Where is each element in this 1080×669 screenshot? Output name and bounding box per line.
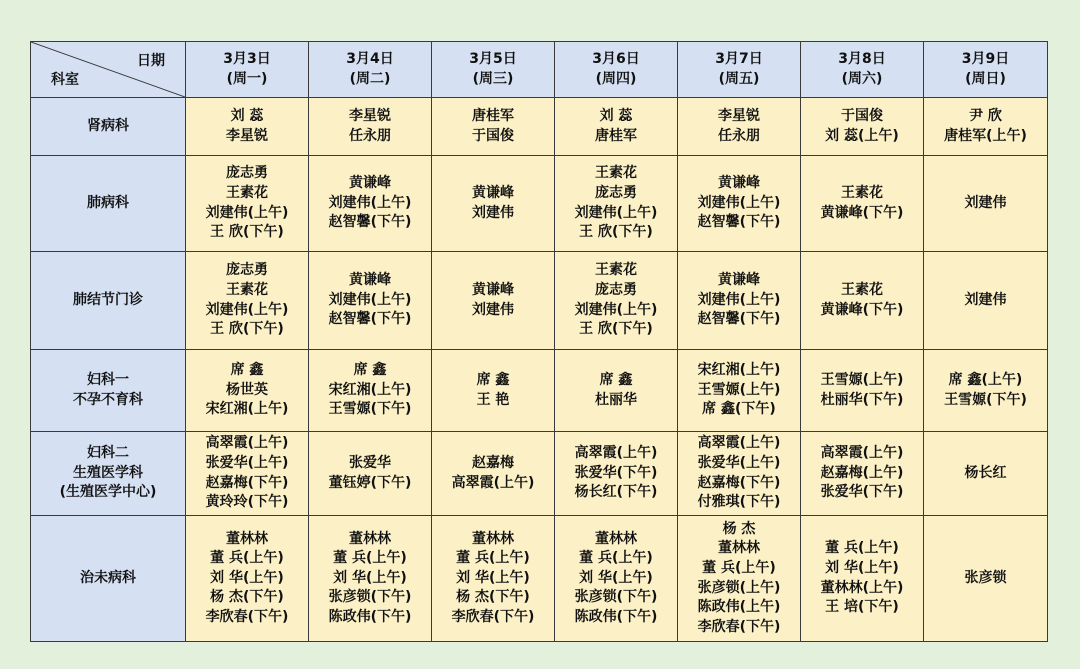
doctor-entry: 赵嘉梅(下午) — [697, 474, 781, 491]
doctor-entry: 杨长红 — [964, 464, 1007, 481]
schedule-cell — [678, 98, 801, 156]
schedule-cell — [555, 98, 678, 156]
doctor-entry: 刘 华(上午) — [579, 569, 653, 586]
table-row — [31, 432, 1048, 516]
doctor-entry: 张彦锁(上午) — [697, 579, 781, 596]
doctor-entry: 高翠霞(上午) — [697, 435, 781, 452]
schedule-cell — [801, 350, 924, 432]
schedule-cell — [801, 516, 924, 642]
doctor-entry: 杜丽华(下午) — [820, 391, 904, 408]
doctor-entry: 唐桂军(上午) — [944, 127, 1027, 144]
doctor-entry: 庞志勇 — [595, 184, 637, 201]
doctor-entry: 王素花 — [841, 281, 883, 298]
department-cell — [31, 156, 186, 252]
day-weekday: (周一) — [226, 70, 268, 87]
schedule-cell — [432, 98, 555, 156]
schedule-cell — [432, 516, 555, 642]
schedule-cell — [309, 98, 432, 156]
day-header-cell — [924, 42, 1048, 98]
doctor-entry: 刘建伟 — [964, 194, 1007, 211]
department-name: 肺结节门诊 — [73, 291, 143, 308]
schedule-cell — [432, 350, 555, 432]
doctor-entry: 张彦锁(下午) — [574, 589, 658, 606]
table-row — [31, 350, 1048, 432]
doctor-entry: 宋红湘(上午) — [205, 401, 289, 418]
doctor-entry: 于国俊 — [472, 127, 514, 144]
day-date: 3月4日 — [346, 50, 394, 67]
schedule-cell — [924, 252, 1048, 350]
department-cell — [31, 98, 186, 156]
doctor-entry: 高翠霞(上午) — [574, 445, 658, 462]
doctor-entry: 黄谦峰 — [472, 184, 514, 201]
doctor-entry: 黄谦峰(下午) — [820, 204, 904, 221]
doctor-entry: 王雪嫄(上午) — [697, 381, 781, 398]
day-date: 3月9日 — [961, 50, 1010, 67]
doctor-entry: 高翠霞(上午) — [205, 435, 289, 452]
doctor-entry: 高翠霞(上午) — [451, 474, 535, 491]
doctor-entry: 李星锐 — [226, 127, 268, 144]
schedule-cell — [432, 432, 555, 516]
doctor-entry: 黄谦峰 — [349, 272, 391, 289]
corner-header-cell — [31, 42, 186, 98]
day-weekday: (周日) — [965, 70, 1006, 87]
department-name: 肺病科 — [87, 194, 129, 211]
doctor-entry: 赵智馨(下午) — [697, 311, 781, 328]
department-cell — [31, 350, 186, 432]
doctor-entry: 庞志勇 — [226, 165, 268, 182]
doctor-entry: 王 欣(下午) — [210, 224, 284, 241]
doctor-entry: 赵智馨(下午) — [697, 214, 781, 231]
department-name: 治未病科 — [80, 569, 136, 586]
schedule-cell — [924, 516, 1048, 642]
schedule-cell — [309, 516, 432, 642]
table-row — [31, 516, 1048, 642]
doctor-entry: 王 培(下午) — [825, 599, 899, 616]
doctor-entry: 刘建伟(上午) — [328, 194, 412, 211]
doctor-entry: 董 兵(上午) — [579, 550, 653, 567]
doctor-entry: 任永朋 — [718, 127, 760, 144]
department-name: 不孕不育科 — [73, 391, 143, 408]
doctor-entry: 董钰婷(下午) — [328, 474, 412, 491]
table-row — [31, 156, 1048, 252]
schedule-cell — [555, 516, 678, 642]
department-name: (生殖医学中心) — [59, 484, 157, 501]
day-date: 3月7日 — [715, 50, 763, 67]
doctor-entry: 赵嘉梅(下午) — [205, 474, 289, 491]
doctor-entry: 张彦锁 — [964, 569, 1007, 586]
doctor-entry: 董 兵(上午) — [333, 550, 407, 567]
doctor-entry: 赵智馨(下午) — [328, 311, 412, 328]
schedule-cell — [432, 252, 555, 350]
department-cell — [31, 252, 186, 350]
doctor-entry: 黄玲玲(下午) — [205, 494, 289, 511]
doctor-entry: 刘建伟(上午) — [697, 291, 781, 308]
day-date: 3月8日 — [838, 50, 886, 67]
doctor-entry: 张爱华(下午) — [820, 484, 904, 501]
schedule-cell — [678, 516, 801, 642]
doctor-entry: 杨 杰(下午) — [210, 589, 284, 606]
doctor-entry: 王素花 — [226, 281, 268, 298]
header-row — [31, 42, 1048, 98]
doctor-entry: 刘 蕊 — [599, 107, 633, 124]
doctor-entry: 高翠霞(上午) — [820, 445, 904, 462]
doctor-entry: 席 鑫 — [476, 371, 510, 388]
schedule-cell — [555, 350, 678, 432]
doctor-entry: 刘建伟 — [964, 291, 1007, 308]
department-name: 妇科二 — [87, 445, 129, 462]
doctor-entry: 席 鑫 — [353, 362, 387, 379]
day-date: 3月5日 — [469, 50, 517, 67]
schedule-cell — [924, 350, 1048, 432]
doctor-entry: 董林林 — [595, 530, 637, 547]
doctor-entry: 赵嘉梅 — [472, 454, 514, 471]
doctor-entry: 王 欣(下午) — [210, 321, 284, 338]
doctor-entry: 刘建伟 — [472, 204, 514, 221]
doctor-entry: 陈政伟(下午) — [328, 608, 412, 625]
doctor-entry: 黄谦峰 — [718, 272, 760, 289]
doctor-entry: 刘 华(上午) — [333, 569, 407, 586]
day-date: 3月6日 — [592, 50, 640, 67]
doctor-entry: 张爱华(上午) — [697, 454, 781, 471]
doctor-entry: 董林林 — [718, 540, 760, 557]
table-row — [31, 252, 1048, 350]
department-cell — [31, 432, 186, 516]
schedule-cell — [678, 350, 801, 432]
day-date: 3月3日 — [223, 50, 271, 67]
doctor-entry: 杨长红(下午) — [574, 484, 658, 501]
doctor-entry: 刘建伟(上午) — [205, 204, 289, 221]
doctor-entry: 刘 蕊 — [230, 107, 264, 124]
schedule-cell — [801, 252, 924, 350]
doctor-entry: 董林林 — [472, 530, 514, 547]
doctor-entry: 王 艳 — [476, 391, 510, 408]
doctor-entry: 席 鑫 — [599, 371, 633, 388]
doctor-entry: 尹 欣 — [969, 107, 1002, 124]
doctor-entry: 杨 杰 — [722, 520, 756, 537]
doctor-entry: 董林林 — [226, 530, 268, 547]
doctor-entry: 李星锐 — [718, 107, 760, 124]
doctor-entry: 王雪嫄(下午) — [944, 391, 1027, 408]
schedule-cell — [801, 98, 924, 156]
schedule-cell — [678, 156, 801, 252]
doctor-entry: 付雅琪(下午) — [697, 494, 781, 511]
doctor-entry: 董 兵(上午) — [456, 550, 530, 567]
schedule-cell — [432, 156, 555, 252]
schedule-cell — [309, 432, 432, 516]
doctor-entry: 王素花 — [595, 262, 637, 279]
day-header-cell — [309, 42, 432, 98]
schedule-cell — [186, 156, 309, 252]
doctor-entry: 杨世英 — [226, 381, 268, 398]
doctor-entry: 杜丽华 — [595, 391, 637, 408]
schedule-cell — [555, 156, 678, 252]
schedule-cell — [678, 432, 801, 516]
doctor-entry: 陈政伟(上午) — [697, 599, 781, 616]
doctor-entry: 刘建伟(上午) — [574, 204, 658, 221]
doctor-entry: 宋红湘(上午) — [328, 381, 412, 398]
day-weekday: (周六) — [841, 70, 883, 87]
doctor-entry: 董林林(上午) — [820, 579, 904, 596]
doctor-entry: 王素花 — [595, 165, 637, 182]
day-weekday: (周五) — [718, 70, 760, 87]
day-weekday: (周三) — [472, 70, 514, 87]
doctor-entry: 刘建伟(上午) — [697, 194, 781, 211]
table-row — [31, 98, 1048, 156]
doctor-entry: 刘 华(上午) — [825, 559, 899, 576]
schedule-cell — [924, 156, 1048, 252]
schedule-cell — [801, 156, 924, 252]
doctor-entry: 刘建伟 — [472, 301, 514, 318]
corner-dept-label: 科室 — [51, 72, 79, 89]
doctor-entry: 张彦锁(下午) — [328, 589, 412, 606]
doctor-entry: 刘建伟(上午) — [205, 301, 289, 318]
schedule-cell — [309, 252, 432, 350]
doctor-entry: 席 鑫(下午) — [702, 401, 776, 418]
day-header-cell — [678, 42, 801, 98]
doctor-entry: 于国俊 — [841, 107, 883, 124]
doctor-entry: 赵嘉梅(上午) — [820, 464, 904, 481]
schedule-table — [30, 41, 1048, 642]
doctor-entry: 王雪嫄(上午) — [820, 371, 904, 388]
schedule-cell — [186, 432, 309, 516]
department-name: 肾病科 — [87, 117, 129, 134]
department-name: 生殖医学科 — [73, 464, 143, 481]
doctor-entry: 李星锐 — [349, 107, 391, 124]
doctor-entry: 董 兵(上午) — [702, 559, 776, 576]
doctor-entry: 黄谦峰(下午) — [820, 301, 904, 318]
doctor-entry: 唐桂军 — [472, 107, 514, 124]
doctor-entry: 杨 杰(下午) — [456, 589, 530, 606]
corner-date-label: 日期 — [137, 53, 165, 69]
doctor-entry: 黄谦峰 — [718, 175, 760, 192]
doctor-entry: 任永朋 — [349, 127, 391, 144]
doctor-entry: 赵智馨(下午) — [328, 214, 412, 231]
doctor-entry: 刘 华(上午) — [210, 569, 284, 586]
schedule-cell — [186, 252, 309, 350]
doctor-entry: 唐桂军 — [595, 127, 637, 144]
schedule-cell — [555, 252, 678, 350]
doctor-entry: 董林林 — [349, 530, 391, 547]
department-name: 妇科一 — [87, 371, 129, 388]
doctor-entry: 庞志勇 — [226, 262, 268, 279]
doctor-entry: 王雪嫄(下午) — [328, 401, 412, 418]
doctor-entry: 王 欣(下午) — [579, 224, 653, 241]
day-weekday: (周二) — [349, 70, 391, 87]
schedule-cell — [309, 156, 432, 252]
doctor-entry: 李欣春(下午) — [205, 608, 289, 625]
schedule-cell — [186, 516, 309, 642]
doctor-entry: 王素花 — [841, 184, 883, 201]
schedule-body — [31, 98, 1048, 642]
doctor-entry: 李欣春(下午) — [697, 618, 781, 635]
day-header-cell — [432, 42, 555, 98]
day-header-cell — [186, 42, 309, 98]
schedule-cell — [555, 432, 678, 516]
doctor-entry: 王素花 — [226, 184, 268, 201]
day-header-cell — [555, 42, 678, 98]
schedule-cell — [924, 432, 1048, 516]
doctor-entry: 席 鑫(上午) — [948, 371, 1023, 388]
doctor-entry: 张爱华(上午) — [205, 454, 289, 471]
department-cell — [31, 516, 186, 642]
doctor-entry: 刘建伟(上午) — [574, 301, 658, 318]
schedule-cell — [924, 98, 1048, 156]
day-weekday: (周四) — [595, 70, 637, 87]
schedule-cell — [801, 432, 924, 516]
doctor-entry: 黄谦峰 — [349, 175, 391, 192]
doctor-entry: 刘 蕊(上午) — [825, 127, 899, 144]
doctor-entry: 庞志勇 — [595, 281, 637, 298]
doctor-entry: 王 欣(下午) — [579, 321, 653, 338]
day-header-cell — [801, 42, 924, 98]
doctor-entry: 董 兵(上午) — [210, 550, 284, 567]
schedule-cell — [309, 350, 432, 432]
doctor-entry: 黄谦峰 — [472, 281, 514, 298]
doctor-entry: 刘 华(上午) — [456, 569, 530, 586]
doctor-entry: 宋红湘(上午) — [697, 362, 781, 379]
doctor-entry: 董 兵(上午) — [825, 540, 899, 557]
doctor-entry: 李欣春(下午) — [451, 608, 535, 625]
schedule-cell — [186, 98, 309, 156]
doctor-entry: 张爱华 — [349, 454, 391, 471]
doctor-entry: 席 鑫 — [230, 362, 264, 379]
doctor-entry: 张爱华(下午) — [574, 464, 658, 481]
doctor-entry: 陈政伟(下午) — [574, 608, 658, 625]
doctor-entry: 刘建伟(上午) — [328, 291, 412, 308]
schedule-cell — [186, 350, 309, 432]
schedule-cell — [678, 252, 801, 350]
